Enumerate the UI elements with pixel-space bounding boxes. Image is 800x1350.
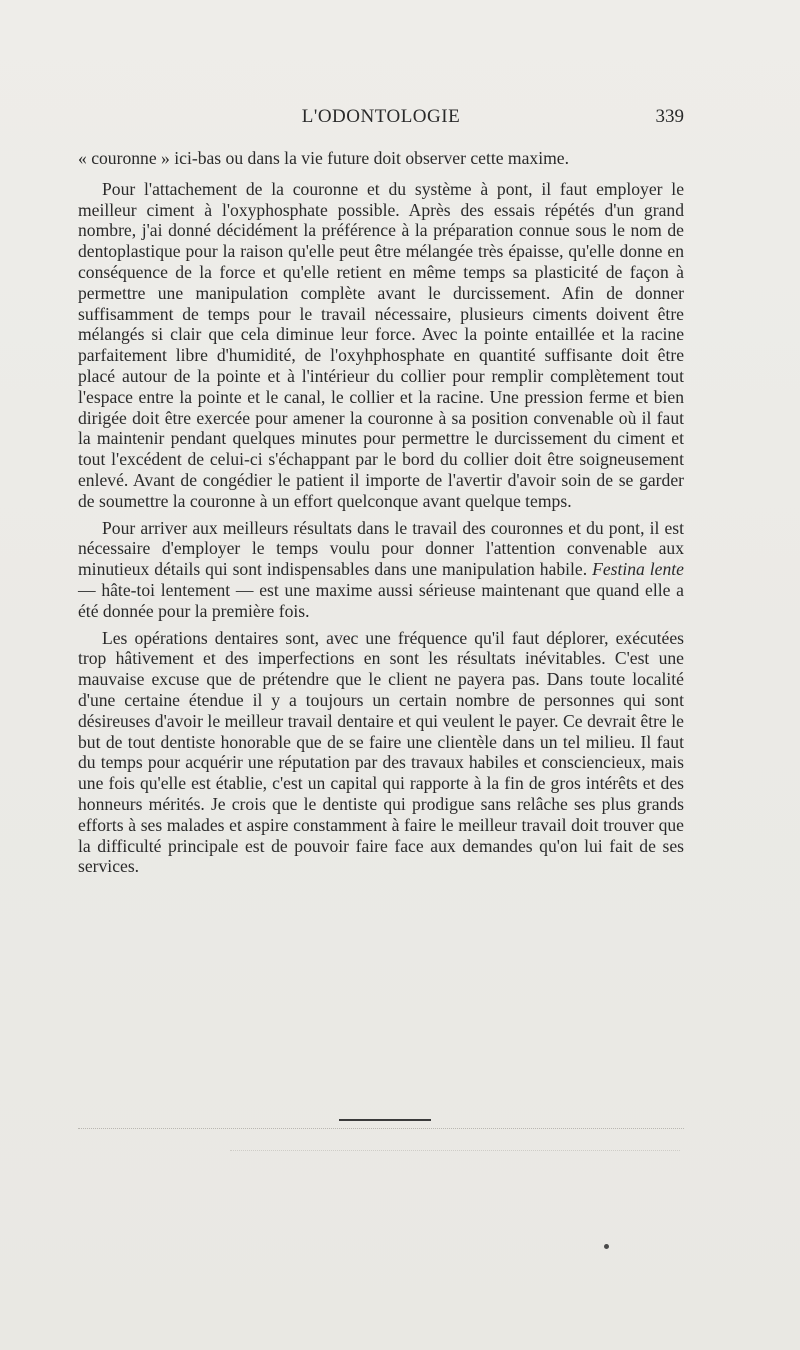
paragraph-3 — [78, 518, 684, 622]
body-text — [78, 148, 684, 877]
page-number: 339 — [655, 106, 684, 127]
ink-speck — [604, 1244, 609, 1249]
paragraph-3-text-after: — hâte-toi lentement — est une maxime aussi sérieuse maintenant que quand elle a été donnée pour la première fois. — [78, 579, 684, 621]
paragraph-3-text-before: Pour arriver aux meilleurs résultats dans le travail des couronnes et du pont, il est nécessaire d'employer le temps voulu pour donner l'attention convenable aux minutieux détails qui sont indispensables dans une manipulation habile. — [78, 517, 684, 580]
paragraph-3-italic: Festina lente — [592, 559, 684, 580]
end-rule — [339, 1119, 431, 1121]
dotted-rule — [78, 1128, 684, 1129]
paragraph-2: Pour l'attachement de la couronne et du système à pont, il faut employer le meilleur ciment à l'oxyphosphate possible. Après des essais répétés d'un grand nombre, j'ai donné décidément la préférence à la préparation connue sous le nom de dentoplastique pour la raison qu'elle peut être mélangée très épaisse, qu'elle donne en conséquence de la force et qu'elle retient en même temps sa plasticité de façon à permettre une manipulation complète avant le durcissement. Afin de donner suffisamment de temps pour le travail nécessaire, plusieurs ciments doivent être mélangés si clair que cela diminue leur force. Avec la pointe entaillée et la racine parfaitement libre d'humidité, de l'oxyhphosphate en quantité suffisante doit être placé autour de la pointe et à l'intérieur du collier pour remplir complètement tout l'espace entre la pointe et le canal, le collier et la racine. Une pression ferme et bien dirigée doit être exercée pour amener la couronne à sa position convenable où il faut la maintenir pendant quelques minutes pour permettre le durcissement du ciment et tout l'excédent de celui-ci s'échappant par le bord du collier doit être soigneusement enlevé. Avant de congédier le patient il importe de l'avertir d'avoir soin de se garder de soumettre la couronne à un effort quelconque avant quelque temps. — [78, 178, 684, 511]
running-title: L'ODONTOLOGIE — [301, 106, 461, 127]
faint-show-through-line — [230, 1150, 680, 1151]
paragraph-4: Les opérations dentaires sont, avec une fréquence qu'il faut déplorer, exécutées trop hâtivement et des imperfections en sont les résultats inévitables. C'est une mauvaise excuse que de prétendre que le client ne payera pas. Dans toute localité d'une certaine étendue il y a toujours un certain nombre de personnes qui sont désireuses d'avoir le meilleur travail dentaire et qui veulent le payer. Ce devrait être le but de tout dentiste honorable que de se faire une clientèle dans un tel milieu. Il faut du temps pour acquérir une réputation par des travaux habiles et consciencieux, mais une fois qu'elle est établie, c'est un capital qui rapporte à la fin de gros intérêts et des honneurs mérités. Je crois que le dentiste qui prodigue sans relâche ses plus grands efforts à ses malades et aspire constamment à faire le meilleur travail doit trouver que la difficulté principale est de pouvoir faire face aux demandes qu'on lui fait de ses services. — [78, 627, 684, 877]
page-header — [78, 106, 684, 136]
paragraph-1: « couronne » ici-bas ou dans la vie future doit observer cette maxime. — [78, 148, 569, 168]
